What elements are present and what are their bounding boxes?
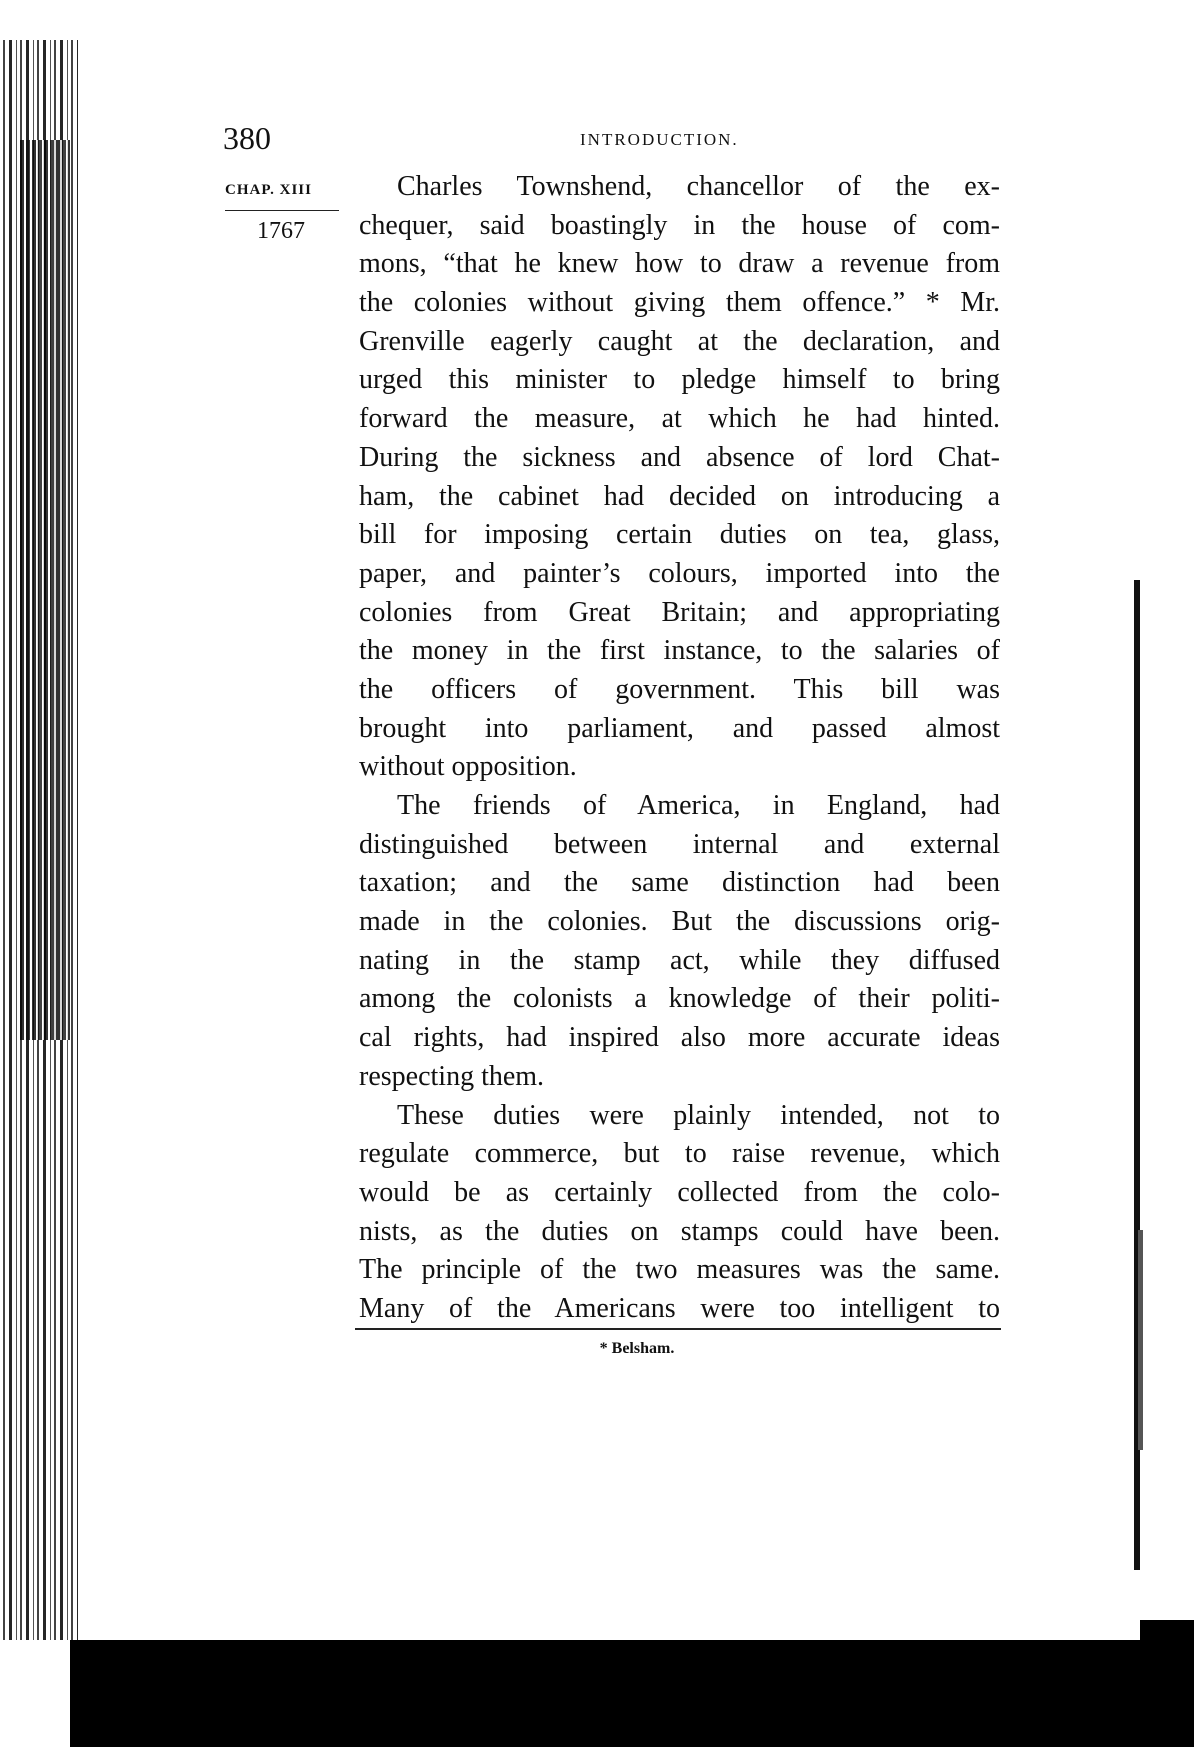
margin-rule [225, 210, 339, 211]
body-line: regulate commerce, but to raise revenue, which [359, 1138, 1000, 1170]
body-line: made in the colonies. But the discussions orig- [359, 906, 1000, 938]
body-line: would be as certainly collected from the colo- [359, 1176, 1000, 1208]
body-line: the colonies without giving them offence.” * Mr. [359, 287, 1000, 319]
body-line: among the colonists a knowledge of their politi- [359, 983, 1000, 1015]
footnote-rule [355, 1328, 1001, 1330]
scan-edge-left-shadow [20, 140, 70, 1040]
scan-bottom-border [70, 1640, 1194, 1747]
footnote: * Belsham. [599, 1340, 675, 1357]
body-line: distinguished between internal and external [359, 828, 1000, 860]
body-line: the officers of government. This bill was [359, 673, 1000, 705]
body-line: mons, “that he knew how to draw a revenue from [359, 248, 1000, 280]
body-line: without opposition. [359, 751, 577, 783]
body-line: nists, as the duties on stamps could have been. [359, 1215, 1000, 1247]
body-line: respecting them. [359, 1060, 545, 1092]
body-line: Many of the Americans were too intelligent to [359, 1292, 1000, 1324]
body-line: brought into parliament, and passed almost [359, 712, 1000, 744]
margin-chapter: CHAP. XIII [225, 182, 312, 198]
body-line: ham, the cabinet had decided on introducing a [359, 480, 1000, 512]
page-number: 380 [223, 120, 271, 156]
body-line: The principle of the two measures was the same. [359, 1254, 1000, 1286]
body-line: chequer, said boastingly in the house of com- [359, 209, 1000, 241]
running-head: INTRODUCTION. [580, 130, 739, 149]
body-line: bill for imposing certain duties on tea, glass, [359, 519, 1000, 551]
body-line: nating in the stamp act, while they diffused [359, 944, 1000, 976]
body-line: The friends of America, in England, had [397, 790, 1000, 821]
body-line: forward the measure, at which he had hinted. [359, 403, 1000, 435]
body-line: These duties were plainly intended, not to [397, 1099, 1000, 1131]
body-line: paper, and painter’s colours, imported into the [359, 557, 1000, 589]
body-line: cal rights, had inspired also more accurate ideas [359, 1022, 1000, 1054]
body-line: Charles Townshend, chancellor of the ex- [397, 171, 1000, 202]
margin-year: 1767 [257, 218, 305, 244]
body-line: colonies from Great Britain; and appropriating [359, 596, 1000, 628]
body-text [359, 168, 1000, 1329]
body-line: the money in the first instance, to the salaries of [359, 635, 1000, 667]
body-line: During the sickness and absence of lord Chat- [359, 441, 1000, 473]
body-line: taxation; and the same distinction had been [359, 867, 1000, 899]
body-line: Grenville eagerly caught at the declaration, and [359, 325, 1000, 357]
body-line: urged this minister to pledge himself to bring [359, 364, 1000, 396]
scan-bottom-border-corner [1140, 1620, 1194, 1650]
